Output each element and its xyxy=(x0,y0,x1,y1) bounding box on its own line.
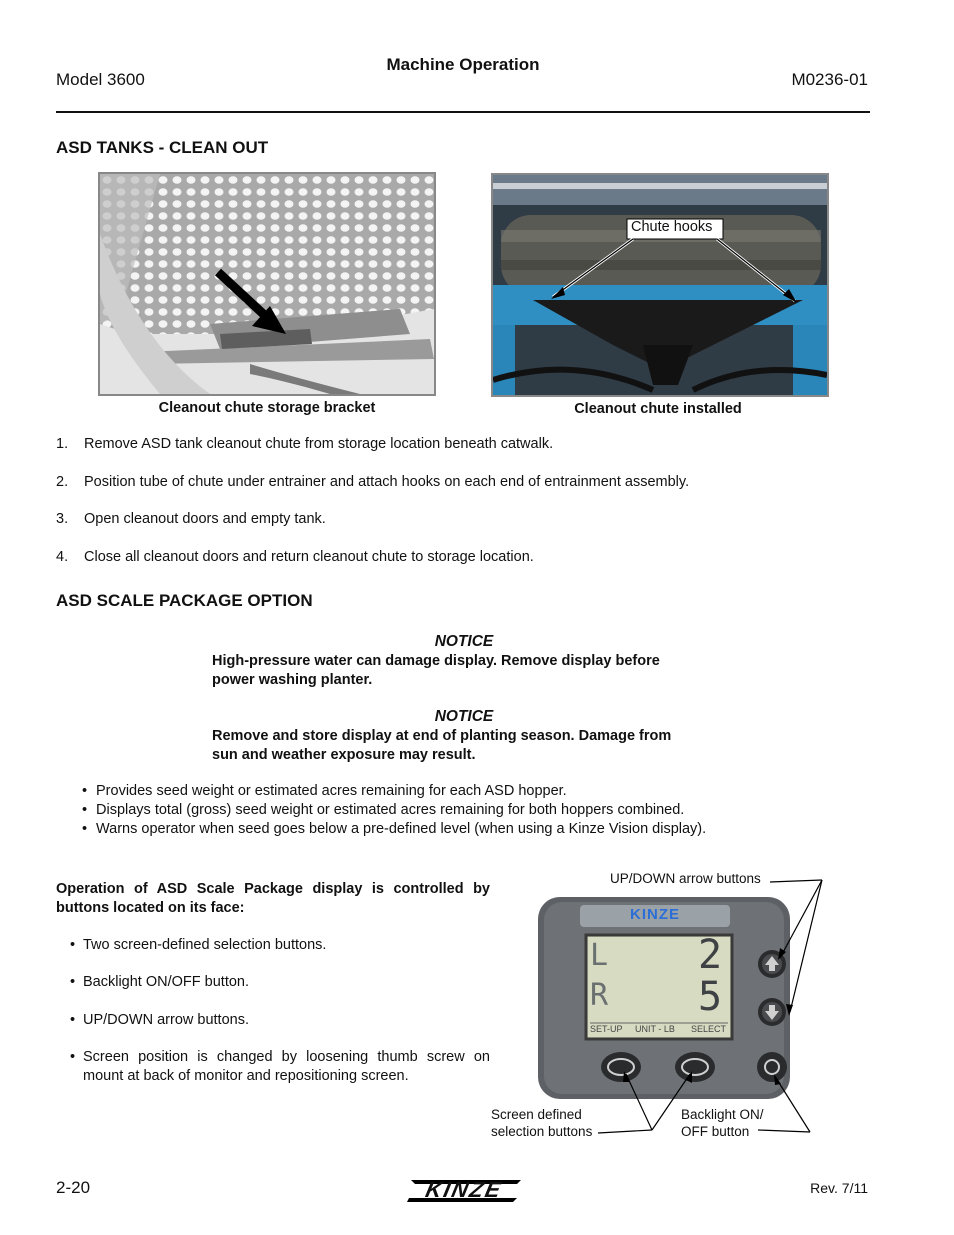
callout-backlight-line-1: Backlight ON/ xyxy=(681,1107,764,1122)
step-1 xyxy=(56,436,553,452)
header-rule xyxy=(56,111,870,113)
storage-bracket-illustration xyxy=(100,174,434,394)
step-number: 1. xyxy=(56,436,69,452)
display-value-bottom: 5 xyxy=(698,974,723,1020)
chute-hooks-label: Chute hooks xyxy=(631,219,713,235)
callout-screen-defined xyxy=(491,1106,592,1140)
operation-bullet-3: • UP/DOWN arrow buttons. xyxy=(70,1011,490,1030)
callout-screen-line-1: Screen defined xyxy=(491,1107,582,1122)
callout-backlight xyxy=(681,1106,764,1140)
step-2 xyxy=(56,474,689,490)
feature-bullet-1: • Provides seed weight or estimated acres remaining for each ASD hopper. xyxy=(82,783,567,799)
header-section-title: Machine Operation xyxy=(386,55,540,74)
feature-bullet-text: Displays total (gross) seed weight or estimated acres remaining for both hoppers combined. xyxy=(96,802,685,818)
step-4 xyxy=(56,549,534,565)
feature-bullet-text: Provides seed weight or estimated acres remaining for each ASD hopper. xyxy=(96,783,567,799)
step-number: 4. xyxy=(56,549,69,565)
notice-2-line-1: Remove and store display at end of planting season. Damage from xyxy=(212,728,672,744)
notice-1-line-1: High-pressure water can damage display. Remove display before xyxy=(212,653,660,669)
footer-kinze-logo xyxy=(405,1176,523,1204)
step-number: 2. xyxy=(56,474,69,490)
operation-bullet-2: • Backlight ON/OFF button. xyxy=(70,973,490,992)
callout-screen-line-2: selection buttons xyxy=(491,1124,593,1139)
operation-bullet-text: UP/DOWN arrow buttons. xyxy=(83,1012,249,1028)
operation-bullet-1: • Two screen-defined selection buttons. xyxy=(70,936,490,955)
display-setup-label: SET-UP xyxy=(590,1024,623,1034)
storage-bracket-caption: Cleanout chute storage bracket xyxy=(158,400,376,416)
step-3 xyxy=(56,511,326,527)
feature-bullet-text: Warns operator when seed goes below a pre-defined level (when using a Kinze Vision display). xyxy=(96,821,707,837)
operation-bullet-text: Backlight ON/OFF button. xyxy=(83,974,250,990)
display-brand-label: KINZE xyxy=(630,906,680,923)
display-select-label: SELECT xyxy=(691,1024,727,1034)
footer-revision: Rev. 7/11 xyxy=(810,1180,868,1196)
step-number: 3. xyxy=(56,511,69,527)
notice-2-text xyxy=(212,727,722,765)
step-text: Close all cleanout doors and return cleanout chute to storage location. xyxy=(84,549,534,565)
storage-bracket-photo xyxy=(98,172,436,396)
clean-out-heading: ASD TANKS - CLEAN OUT xyxy=(56,138,269,157)
display-unit-label: UNIT - LB xyxy=(635,1024,675,1034)
notice-2-title: NOTICE xyxy=(434,708,494,725)
display-right-letter: R xyxy=(590,978,609,1013)
header-model: Model 3600 xyxy=(56,70,145,89)
operation-bullet-4: • Screen position is changed by loosening thumb screw on mount at back of monitor and repositioning screen. xyxy=(70,1049,490,1084)
notice-2-line-2: sun and weather exposure may result. xyxy=(212,747,476,763)
notice-1-text xyxy=(212,652,722,690)
step-text: Remove ASD tank cleanout chute from storage location beneath catwalk. xyxy=(84,436,554,452)
chute-installed-caption: Cleanout chute installed xyxy=(574,401,742,417)
operation-bullet-text: Screen position is changed by loosening thumb screw on mount at back of monitor and repositioning screen. xyxy=(83,1049,490,1084)
display-value-top: 2 xyxy=(698,932,723,978)
chute-installed-illustration xyxy=(493,175,827,395)
callout-updown-buttons: UP/DOWN arrow buttons xyxy=(610,871,761,886)
display-left-letter: L xyxy=(590,938,609,973)
step-text: Position tube of chute under entrainer and attach hooks on each end of entrainment assembly. xyxy=(84,474,690,490)
footer-page-number: 2-20 xyxy=(56,1178,91,1197)
operation-bullet-text: Two screen-defined selection buttons. xyxy=(83,937,327,953)
footer-logo-text: KINZE xyxy=(423,1177,505,1202)
feature-bullet-3: • Warns operator when seed goes below a pre-defined level (when using a Kinze Vision display). xyxy=(82,821,707,837)
step-text: Open cleanout doors and empty tank. xyxy=(84,511,326,527)
scale-package-heading: ASD SCALE PACKAGE OPTION xyxy=(56,591,313,610)
callout-backlight-line-2: OFF button xyxy=(681,1124,750,1139)
header-doc-number: M0236-01 xyxy=(791,70,868,89)
chute-installed-photo xyxy=(491,173,829,397)
notice-1-line-2: power washing planter. xyxy=(212,672,373,688)
notice-1-title: NOTICE xyxy=(434,633,494,650)
feature-bullet-2: • Displays total (gross) seed weight or estimated acres remaining for both hoppers combined. xyxy=(82,802,685,818)
operation-intro: Operation of ASD Scale Package display is controlled by buttons located on its face: xyxy=(56,881,490,916)
scale-display-figure xyxy=(480,860,840,1150)
